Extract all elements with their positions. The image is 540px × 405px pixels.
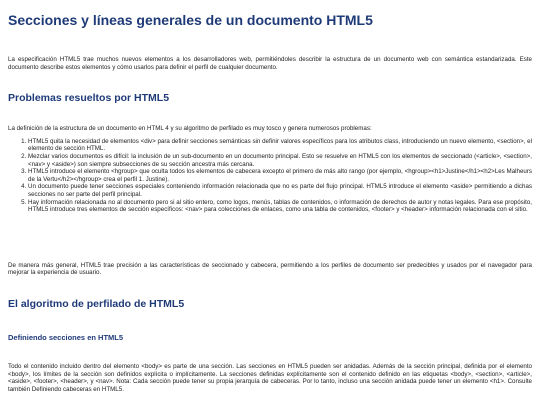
list-item: 3. HTML5 introduce el elemento <hgroup> que oculta todos los elementos de cabecera excepto el primero de más alto rango (por ejemplo, <hgroup><h1>Justine</h1><h2>Les Malheurs de la Vertu</h2></hgroup> crea el perfil 1. Justine). — [28, 168, 532, 183]
list-item: 5. Hay información relacionada no al documento pero si al sitio entero, como logos, menús, tablas de contenidos, o información de derechos de autor y notas legales. Para ese propósito, HTML5 introduce tres elementos de sección específicos: <nav> para colecciones de enlaces, como una tabla de contenidos, <footer> y <header> información relacionada con el sitio. — [28, 199, 532, 214]
page-title: Secciones y líneas generales de un documento HTML5 — [8, 12, 373, 28]
problems-heading: Problemas resueltos por HTML5 — [8, 92, 170, 105]
algorithm-heading: El algoritmo de perfilado de HTML5 — [8, 297, 185, 310]
defining-sections-heading: Definiendo secciones en HTML5 — [8, 332, 124, 342]
problems-lead: La definición de la estructura de un documento en HTML 4 y su algoritmo de perfilado es muy tosco y genera numerosos problemas: — [8, 125, 372, 133]
list-item: 4. Un documento puede tener secciones especiales conteniendo información relacionada que no es parte del flujo principal. HTML5 introduce el elemento <aside> permitiendo a dichas secciones no ser parte del perfil principal. — [28, 183, 532, 198]
problems-summary: De manera más general, HTML5 trae precisión a las características de seccionado y cabecera, permitiendo a los perfiles de documento ser predecibles y usados por el navegador para mejorar la experiencia de usuario. — [8, 261, 532, 277]
list-item: 2. Mezclar varios documentos es difícil: la inclusión de un sub-documento en un documento principal. Esto se resuelve en HTML5 con los elementos de seccionado (<article>, <section>, <nav> y <aside>) son siempre subsecciones de su sección ancestra más cercana. — [28, 153, 532, 168]
problems-list — [8, 138, 532, 214]
algorithm-body: Todo el contenido incluido dentro del elemento <body> es parte de una sección. Las secciones en HTML5 pueden ser anidadas. Además de la sección principal, definida por el elemento <body>, los límites de la sección son definidos explícita o implícitamente. La secciones definidas explícitamente son el contenido definido en las etiquetas <body>, <section>, <article>, <aside>, <footer>, <header>, y <nav>. Nota: Cada sección puede tener su propia jerarquía de cabeceras. Por lo tanto, incluso una sección anidada puede tener un elemento <h1>. Consulte también Definiendo cabeceras en HTML5. — [8, 362, 532, 393]
list-item: 1. HTML5 quita la necesidad de elementos <div> para definir secciones semánticas sin definir valores específicos para los atributos class, introduciendo un nuevo elemento, <section>, el elemento de sección HTML. — [28, 138, 532, 153]
intro-paragraph: La especificación HTML5 trae muchos nuevos elementos a los desarrolladores web, permitiéndoles describir la estructura de un documento web con semántica estandarizada. Este documento describe estos elementos y cómo usarlos para definir el perfil de cualquier documento. — [8, 56, 532, 71]
